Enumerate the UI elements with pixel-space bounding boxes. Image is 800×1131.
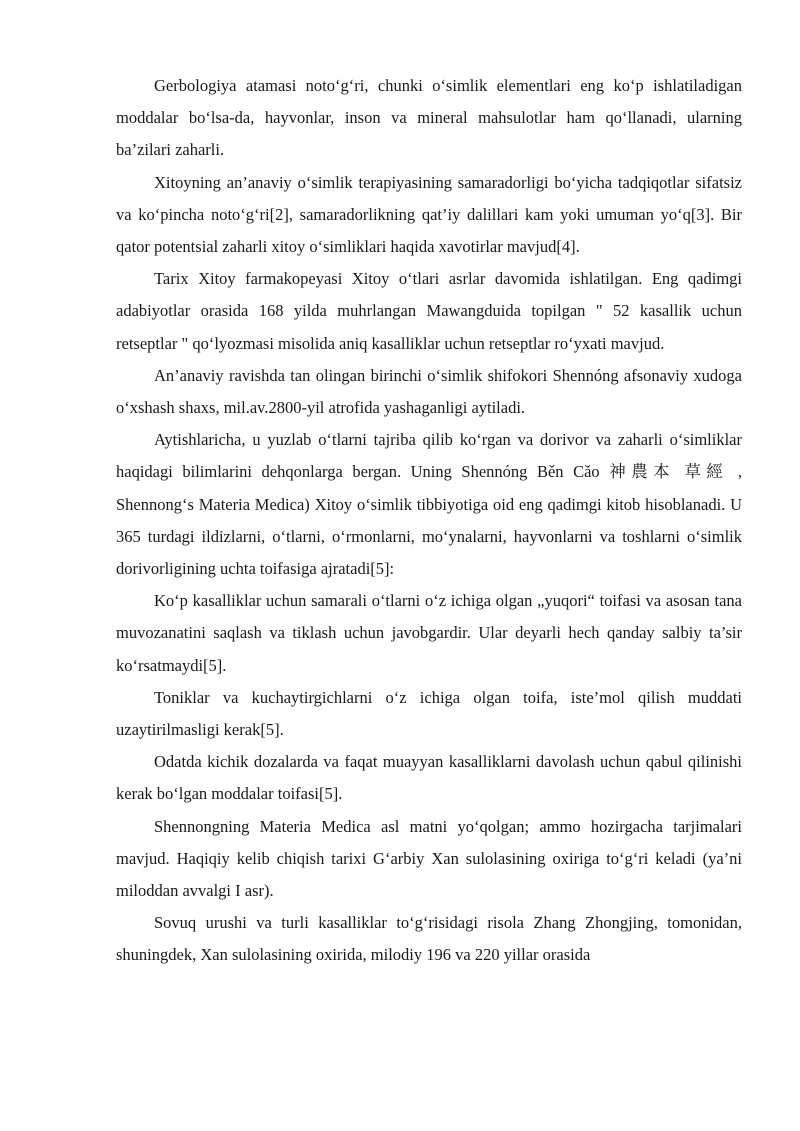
paragraph-4: An’anaviy ravishda tan olingan birinchi o‘simlik shifokori Shennóng afsonaviy xudoga o‘xshash shaxs, mil.av.2800-yil atrofida yashaganligi aytiladi. (116, 365, 742, 418)
paragraph-6: Ko‘p kasalliklar uchun samarali o‘tlarni o‘z ichiga olgan „yuqori“ toifasi va asosan tana muvozanatini saqlash va tiklash uchun javobgardir. Ular deyarli hech qanday salbiy ta’sir ko‘rsatmaydi[5]. (116, 591, 742, 675)
paragraph-5: Aytishlaricha, u yuzlab o‘tlarni tajriba qilib ko‘rgan va dorivor va zaharli o‘simliklar haqidagi bilimlarini dehqonlarga bergan. Uning Shennóng Běn Cǎo 神農本 草經 , Shennong‘s Materia Medica) Xitoy o‘simlik tibbiyotiga oid eng qadimgi kitob hisoblanadi. U 365 turdagi ildizlarni, o‘tlarni, o‘rmonlarni, mo‘ynalarni, hayvonlarni va toshlarni o‘simlik dorivorligining uchta toifasiga ajratadi[5]: (116, 430, 742, 579)
paragraph-10: Sovuq urushi va turli kasalliklar to‘g‘risidagi risola Zhang Zhongjing, tomonidan, shuningdek, Xan sulolasining oxirida, milodiy 196 va 220 yillar orasida (116, 913, 742, 965)
paragraph-2: Xitoyning an’anaviy o‘simlik terapiyasining samaradorligi bo‘yicha tadqiqotlar sifatsiz va ko‘pincha noto‘g‘ri[2], samaradorlikning qat’iy dalillari kam yoki umuman yo‘q[3]. Bir qator potentsial zaharli xitoy o‘simliklari haqida xavotirlar mavjud[4]. (116, 172, 742, 257)
paragraph-7: Toniklar va kuchaytirgichlarni o‘z ichiga olgan toifa, iste’mol qilish muddati uzaytirilmasligi kerak[5]. (116, 687, 742, 740)
document-page (116, 70, 742, 972)
paragraph-8: Odatda kichik dozalarda va faqat muayyan kasalliklarni davolash uchun qabul qilinishi kerak bo‘lgan moddalar toifasi[5]. (116, 752, 742, 804)
paragraph-9: Shennongning Materia Medica asl matni yo‘qolgan; ammo hozirgacha tarjimalari mavjud. Haqiqiy kelib chiqish tarixi G‘arbiy Xan sulolasining oxiriga to‘g‘ri keladi (ya’ni miloddan avvalgi I asr). (116, 816, 742, 901)
paragraph-1: Gerbologiya atamasi noto‘g‘ri, chunki o‘simlik elementlari eng ko‘p ishlatiladigan moddalar bo‘lsa-da, hayvonlar, inson va mineral mahsulotlar ham qo‘llanadi, ularning ba’zilari zaharli. (116, 76, 742, 160)
paragraph-3: Tarix Xitoy farmakopeyasi Xitoy o‘tlari asrlar davomida ishlatilgan. Eng qadimgi adabiyotlar orasida 168 yilda muhrlangan Mawangduida topilgan " 52 kasallik uchun retseptlar " qo‘lyozmasi misolida aniq kasalliklar uchun retseptlar ro‘yxati mavjud. (116, 269, 742, 353)
